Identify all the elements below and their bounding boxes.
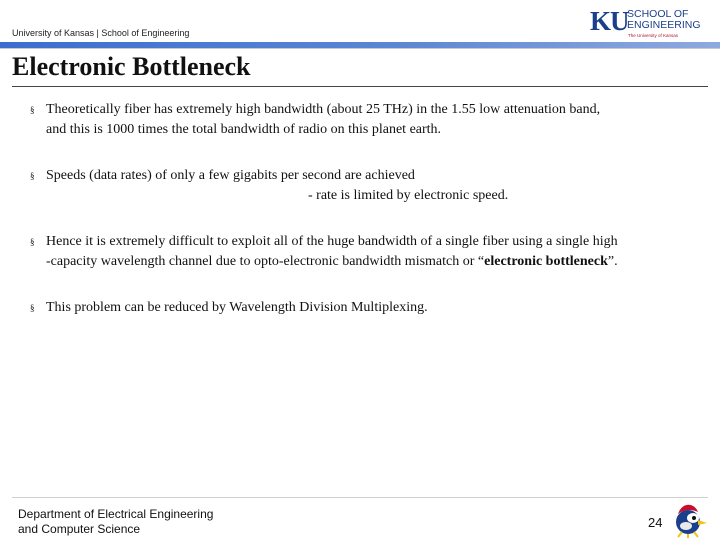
bullet-text: This problem can be reduced by Wavelength Division Multiplexing. [46, 300, 428, 315]
bullet-icon: § [30, 171, 35, 181]
slide-title: Electronic Bottleneck [12, 52, 251, 81]
department-line-2: and Computer Science [18, 522, 141, 536]
page-number: 24 [648, 515, 663, 530]
bullet-text: and this is 1000 times the total bandwidth of radio on this planet earth. [46, 122, 442, 137]
bullet-icon: § [30, 303, 35, 313]
bullet-item [30, 166, 710, 206]
ku-engineering-logo [590, 6, 708, 40]
logo-school-of: SCHOOL OF [627, 8, 689, 20]
bullet-text: -capacity wavelength channel due to opto-electronic bandwidth mismatch or “ [46, 254, 485, 269]
logo-engineering: ENGINEERING [627, 19, 701, 31]
bullet-item [30, 298, 710, 318]
bullet-icon: § [30, 105, 35, 115]
bullet-icon: § [30, 237, 35, 247]
jayhawk-mascot-icon [668, 500, 708, 538]
logo-tagline: The University of Kansas [628, 33, 679, 38]
bullet-emphasis: electronic bottleneck [484, 254, 608, 269]
header-bar-divider [0, 48, 720, 49]
bullet-text: Hence it is extremely difficult to exploit all of the huge bandwidth of a single fiber using a single high [46, 234, 618, 249]
ku-logo-letters: KU [590, 6, 629, 36]
bullet-subtext: - rate is limited by electronic speed. [308, 188, 509, 203]
footer-department [18, 507, 213, 537]
institution-header: University of Kansas | School of Engineering [12, 28, 190, 38]
footer-divider [12, 497, 708, 498]
bullet-item [30, 100, 710, 140]
bullet-list [30, 100, 710, 344]
bullet-text: Speeds (data rates) of only a few gigabits per second are achieved [46, 168, 415, 183]
bullet-item [30, 232, 710, 272]
department-line-1: Department of Electrical Engineering [18, 507, 214, 521]
title-underline [12, 86, 708, 87]
bullet-text: ”. [607, 254, 618, 269]
bullet-text: Theoretically fiber has extremely high bandwidth (about 25 THz) in the 1.55 low attenuation band, [46, 102, 601, 117]
